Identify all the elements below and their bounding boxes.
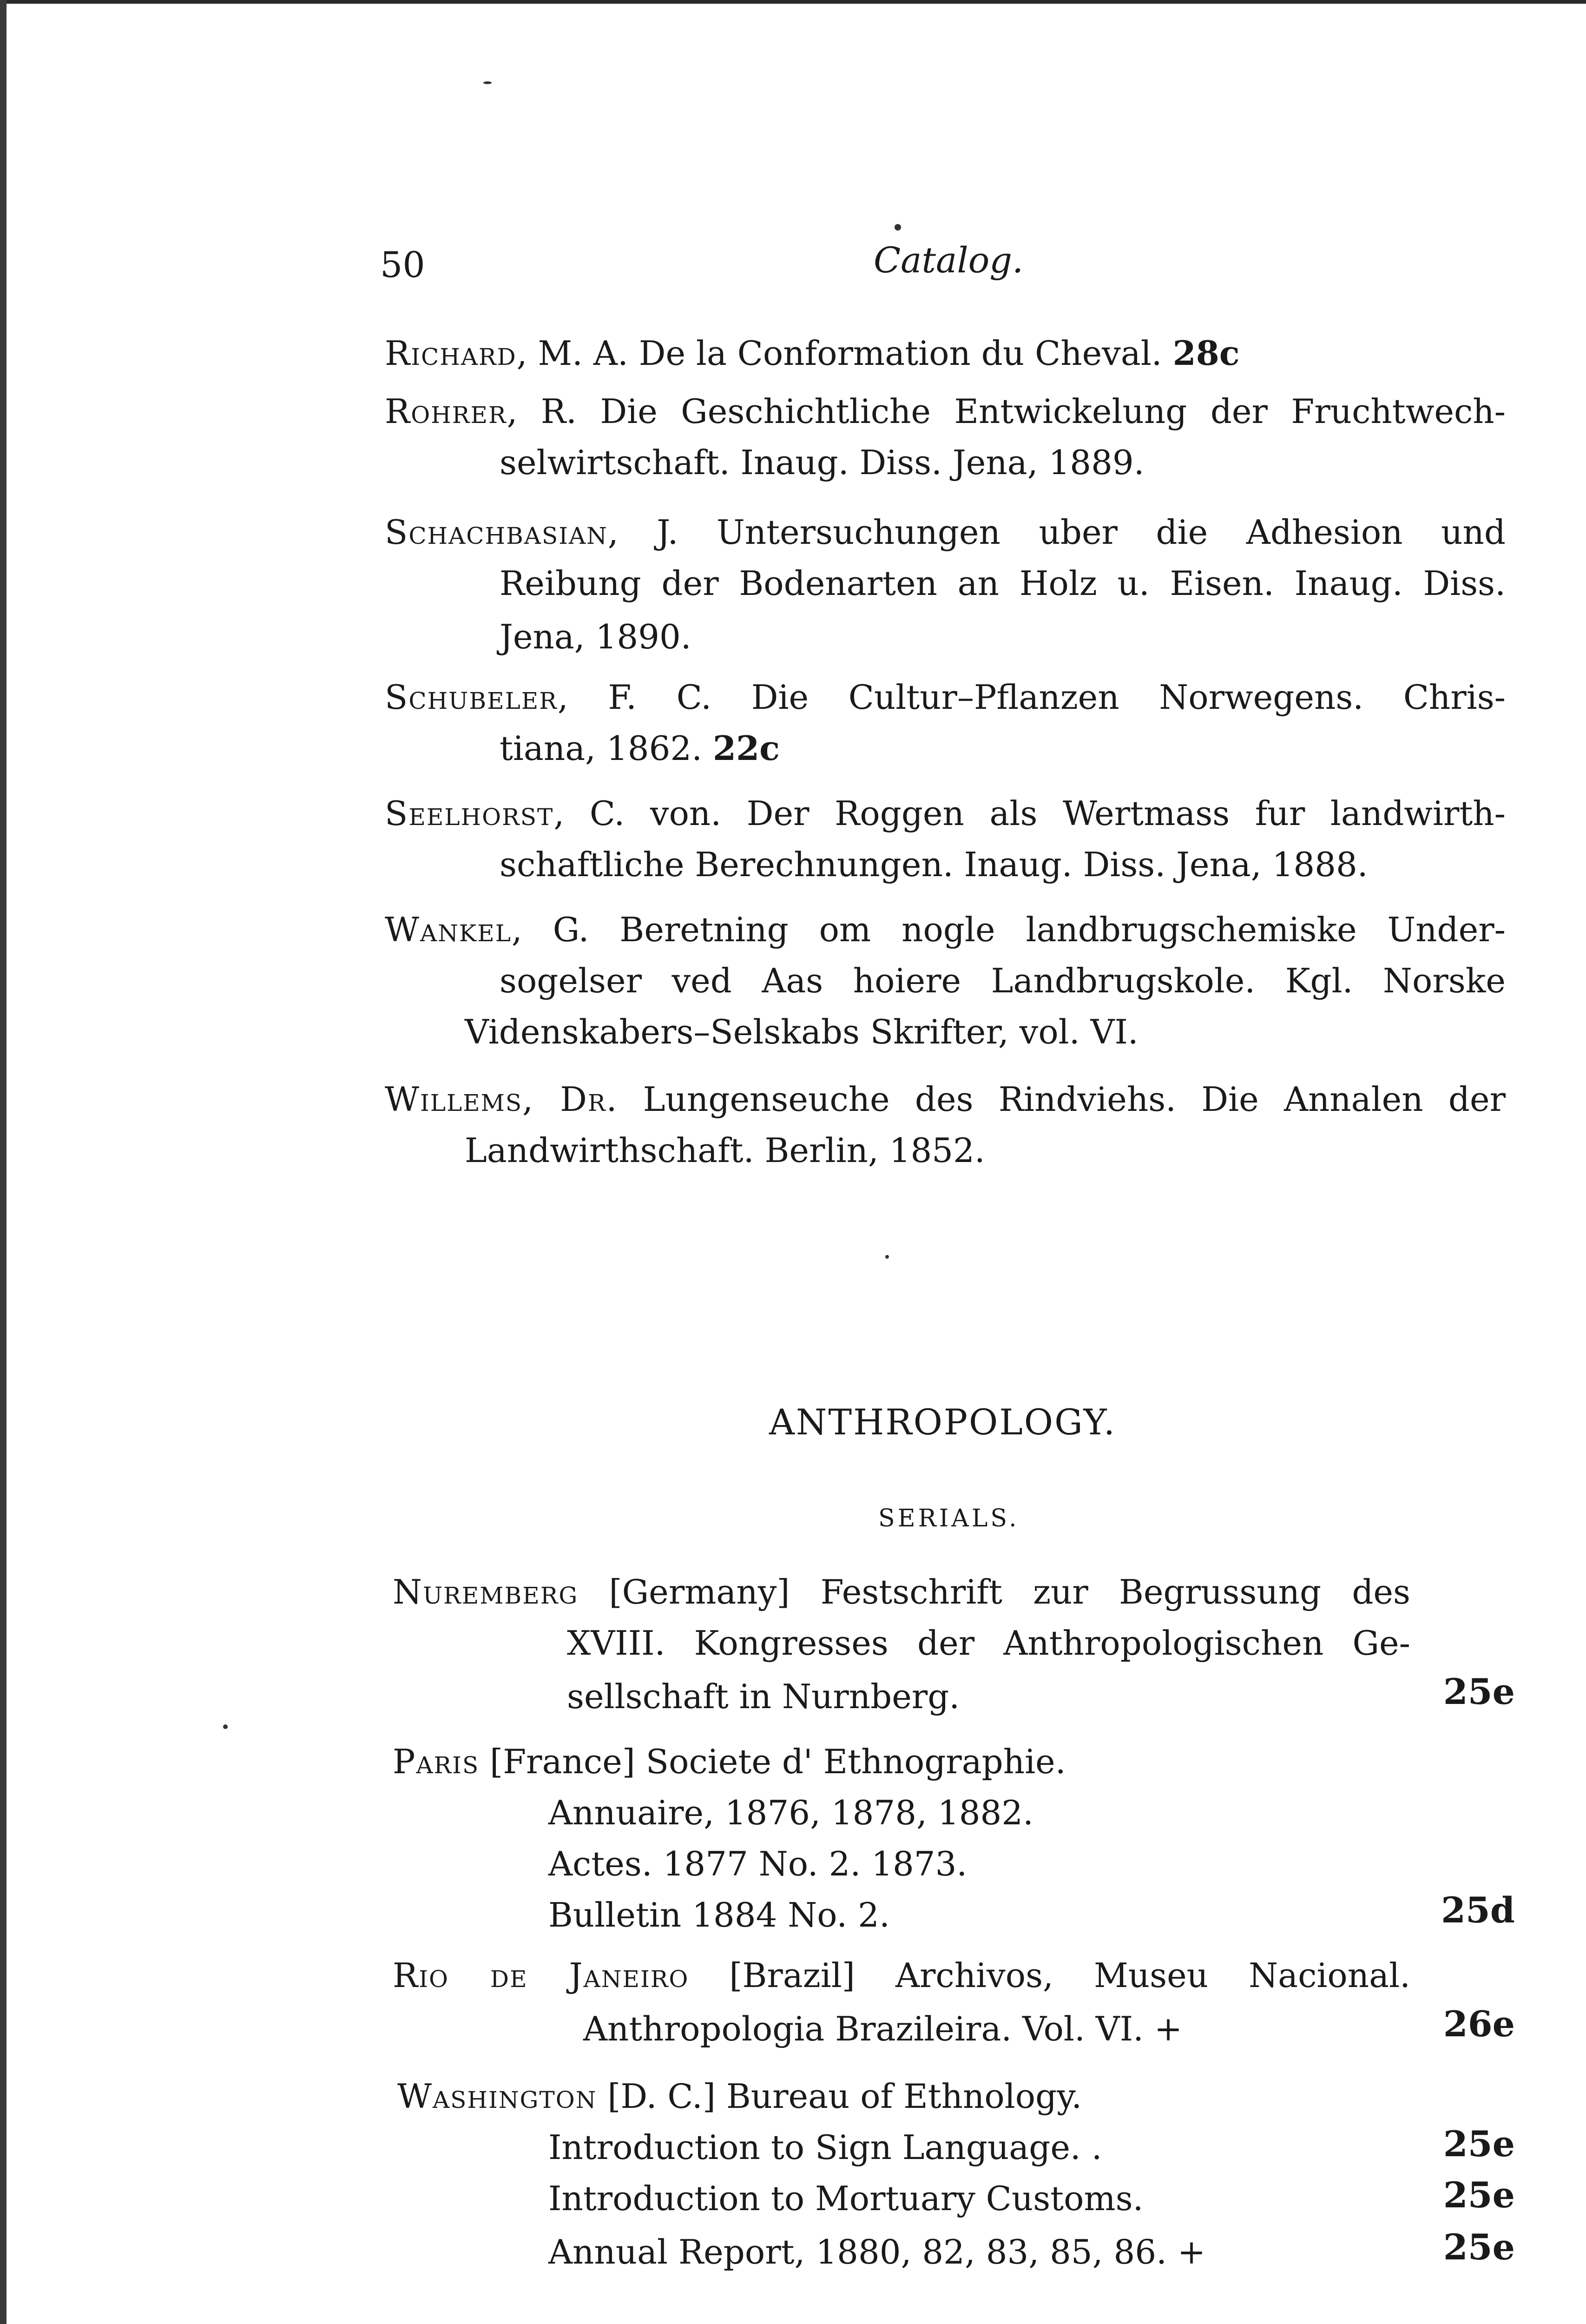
entry-paris-line-3: Actes. 1877 No. 2. 1873. <box>548 1844 967 1883</box>
entry-text: tiana, 1862. <box>500 729 713 768</box>
entry-seelhorst-line-1 <box>385 792 1506 834</box>
subsection-title: SERIALS. <box>878 1505 1020 1532</box>
entry-wankel-line-2: sogelser ved Aas hoiere Landbrugskole. Kgl. Norske <box>500 961 1506 1000</box>
entry-willems-line-2: Landwirthschaft. Berlin, 1852. <box>465 1131 985 1170</box>
shelf-code: 25e <box>1443 1671 1515 1712</box>
entry-text: [Germany] Festschrift zur Begrussung des <box>578 1572 1410 1611</box>
entry-text: , R. Die Geschichtliche Entwickelung der Fruchtwech- <box>507 392 1506 431</box>
entry-washington-line-2: Introduction to Sign Language. . <box>548 2128 1102 2167</box>
running-title: Catalog. <box>874 239 1024 281</box>
entry-text: , C. von. Der Roggen als Wertmass fur landwirth- <box>553 794 1506 833</box>
entry-willems-line-1 <box>385 1078 1506 1120</box>
entry-schachbasian-line-1 <box>385 511 1506 553</box>
entry-text: , F. C. Die Cultur–Pflanzen Norwegens. Chris- <box>557 678 1506 717</box>
entry-washington-line-3: Introduction to Mortuary Customs. <box>548 2179 1144 2218</box>
place-name: Washington <box>397 2077 597 2116</box>
page-number: 50 <box>380 244 425 285</box>
author-name: Schubeler <box>385 678 558 717</box>
entry-wankel-line-3: Videnskabers–Selskabs Skrifter, vol. VI. <box>465 1012 1138 1051</box>
entry-seelhorst-line-2: schaftliche Berechnungen. Inaug. Diss. Jena, 1888. <box>500 845 1368 884</box>
author-name: Rohrer <box>385 392 507 431</box>
shelf-code: 25d <box>1441 1889 1515 1931</box>
entry-rohrer-line-1 <box>385 390 1506 432</box>
price-code: 28c <box>1172 333 1240 373</box>
entry-washington-line-1 <box>397 2075 1082 2117</box>
place-name: Nuremberg <box>393 1572 579 1611</box>
entry-nuremberg-line-3: sellschaft in Nurnberg. <box>567 1677 960 1716</box>
entry-text: [Brazil] Archivos, Museu Nacional. <box>689 1956 1410 1995</box>
entry-rohrer-line-2: selwirtschaft. Inaug. Diss. Jena, 1889. <box>500 443 1145 482</box>
ink-speck <box>483 81 492 84</box>
author-name: Richard <box>385 334 517 373</box>
entry-paris-line-2: Annuaire, 1876, 1878, 1882. <box>548 1793 1033 1832</box>
ink-speck <box>885 1255 889 1259</box>
entry-wankel-line-1 <box>385 909 1506 951</box>
entry-schubeler-line-2 <box>500 727 780 769</box>
entry-text: , G. Beretning om nogle landbrugschemiske Under- <box>511 910 1506 949</box>
author-name: Schachbasian <box>385 513 608 552</box>
author-name: Willems, Dr. <box>385 1080 618 1119</box>
entry-schachbasian-line-3: Jena, 1890. <box>500 617 691 656</box>
shelf-code: 26e <box>1443 2003 1515 2045</box>
entry-rio-line-2: Anthropologia Brazileira. Vol. VI. + <box>583 2009 1183 2048</box>
entry-schubeler-line-1 <box>385 676 1506 718</box>
shelf-code: 25e <box>1443 2226 1515 2268</box>
entry-schachbasian-line-2: Reibung der Bodenarten an Holz u. Eisen. Inaug. Diss. <box>500 564 1506 603</box>
entry-washington-line-4: Annual Report, 1880, 82, 83, 85, 86. + <box>548 2232 1206 2271</box>
page-edge-left <box>0 0 7 2324</box>
place-name: Paris <box>393 1742 480 1781</box>
author-name: Seelhorst <box>385 794 554 833</box>
shelf-code: 25e <box>1443 2174 1515 2216</box>
entry-paris-line-4: Bulletin 1884 No. 2. <box>548 1895 890 1934</box>
ink-speck <box>895 224 901 231</box>
entry-text: , M. A. De la Conformation du Cheval. <box>516 334 1173 373</box>
ink-speck <box>223 1724 228 1729</box>
entry-rio-line-1 <box>393 1954 1410 1996</box>
entry-nuremberg-line-1 <box>393 1571 1410 1613</box>
entry-richard-line-1 <box>385 332 1240 374</box>
entry-text: [D. C.] Bureau of Ethnology. <box>597 2077 1082 2116</box>
shelf-code: 25e <box>1443 2123 1515 2165</box>
price-code: 22c <box>712 728 780 768</box>
entry-text: , J. Untersuchungen uber die Adhesion und <box>607 513 1506 552</box>
author-name: Wankel <box>385 910 512 949</box>
entry-text: [France] Societe d' Ethnographie. <box>479 1742 1066 1781</box>
place-name: Rio de Janeiro <box>393 1956 689 1995</box>
section-title: ANTHROPOLOGY. <box>769 1401 1117 1443</box>
entry-nuremberg-line-2: XVIII. Kongresses der Anthropologischen Ge- <box>567 1624 1410 1663</box>
entry-text: Lungenseuche des Rindviehs. Die Annalen der <box>618 1080 1506 1119</box>
page-edge-top <box>0 0 1586 4</box>
entry-paris-line-1 <box>393 1741 1066 1783</box>
